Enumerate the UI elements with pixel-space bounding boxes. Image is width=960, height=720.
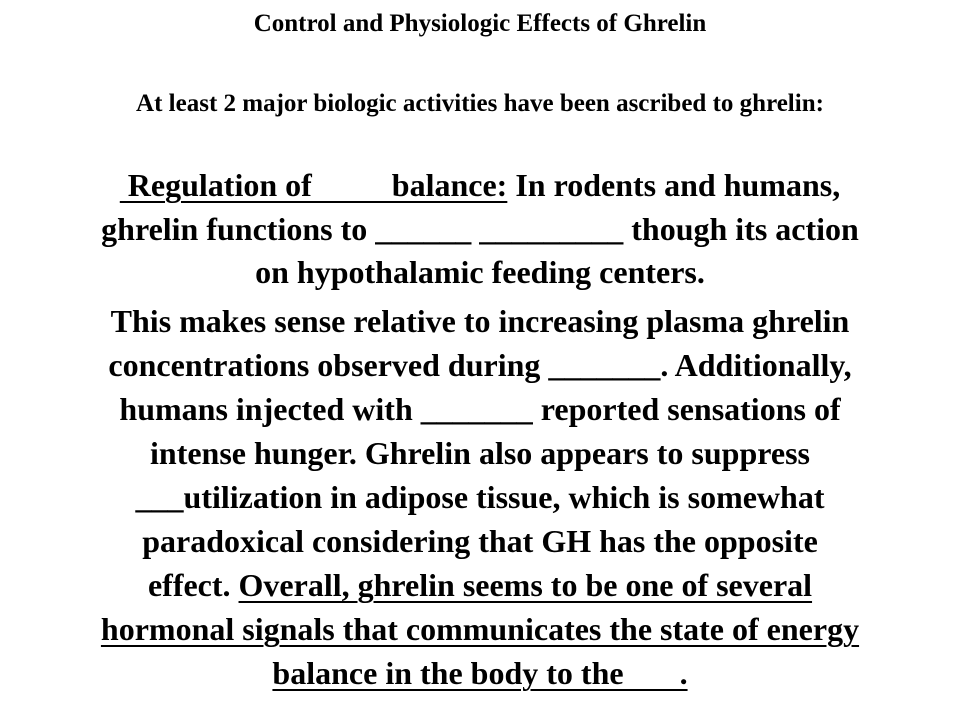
paragraph2-line3: humans injected with _______ reported sensations of	[119, 391, 841, 427]
paragraph1-line3: on hypothalamic feeding centers.	[255, 254, 705, 290]
paragraph2-line4: intense hunger. Ghrelin also appears to suppress	[150, 435, 810, 471]
paragraph2-line1: This makes sense relative to increasing plasma ghrelin	[110, 303, 850, 339]
paragraph1-line1	[0, 166, 960, 204]
overall-statement-part1: Overall, ghrelin seems to be one of several	[238, 567, 813, 603]
paragraph1-line2: ghrelin functions to ______ _________ though its action	[101, 211, 859, 247]
paragraph2-line6: paradoxical considering that GH has the opposite	[142, 523, 818, 559]
paragraph2-line8	[0, 610, 960, 648]
paragraph2-line2: concentrations observed during _______. Additionally,	[108, 347, 852, 383]
paragraph2-line7-plain: effect.	[147, 567, 239, 603]
paragraph2-line5: ___utilization in adipose tissue, which is somewhat	[135, 479, 825, 515]
overall-statement-part2: hormonal signals that communicates the state of energy	[100, 611, 860, 647]
slide-title: Control and Physiologic Effects of Ghrelin	[253, 10, 707, 37]
overall-statement-part3: balance in the body to the .	[272, 655, 688, 691]
intro-sentence: At least 2 major biologic activities have been ascribed to ghrelin:	[136, 90, 824, 117]
regulation-heading: Regulation of balance:	[119, 167, 508, 203]
paragraph2-line9	[0, 654, 960, 692]
paragraph1-line1-rest: In rodents and humans,	[507, 167, 841, 203]
paragraph2-line7	[0, 566, 960, 604]
